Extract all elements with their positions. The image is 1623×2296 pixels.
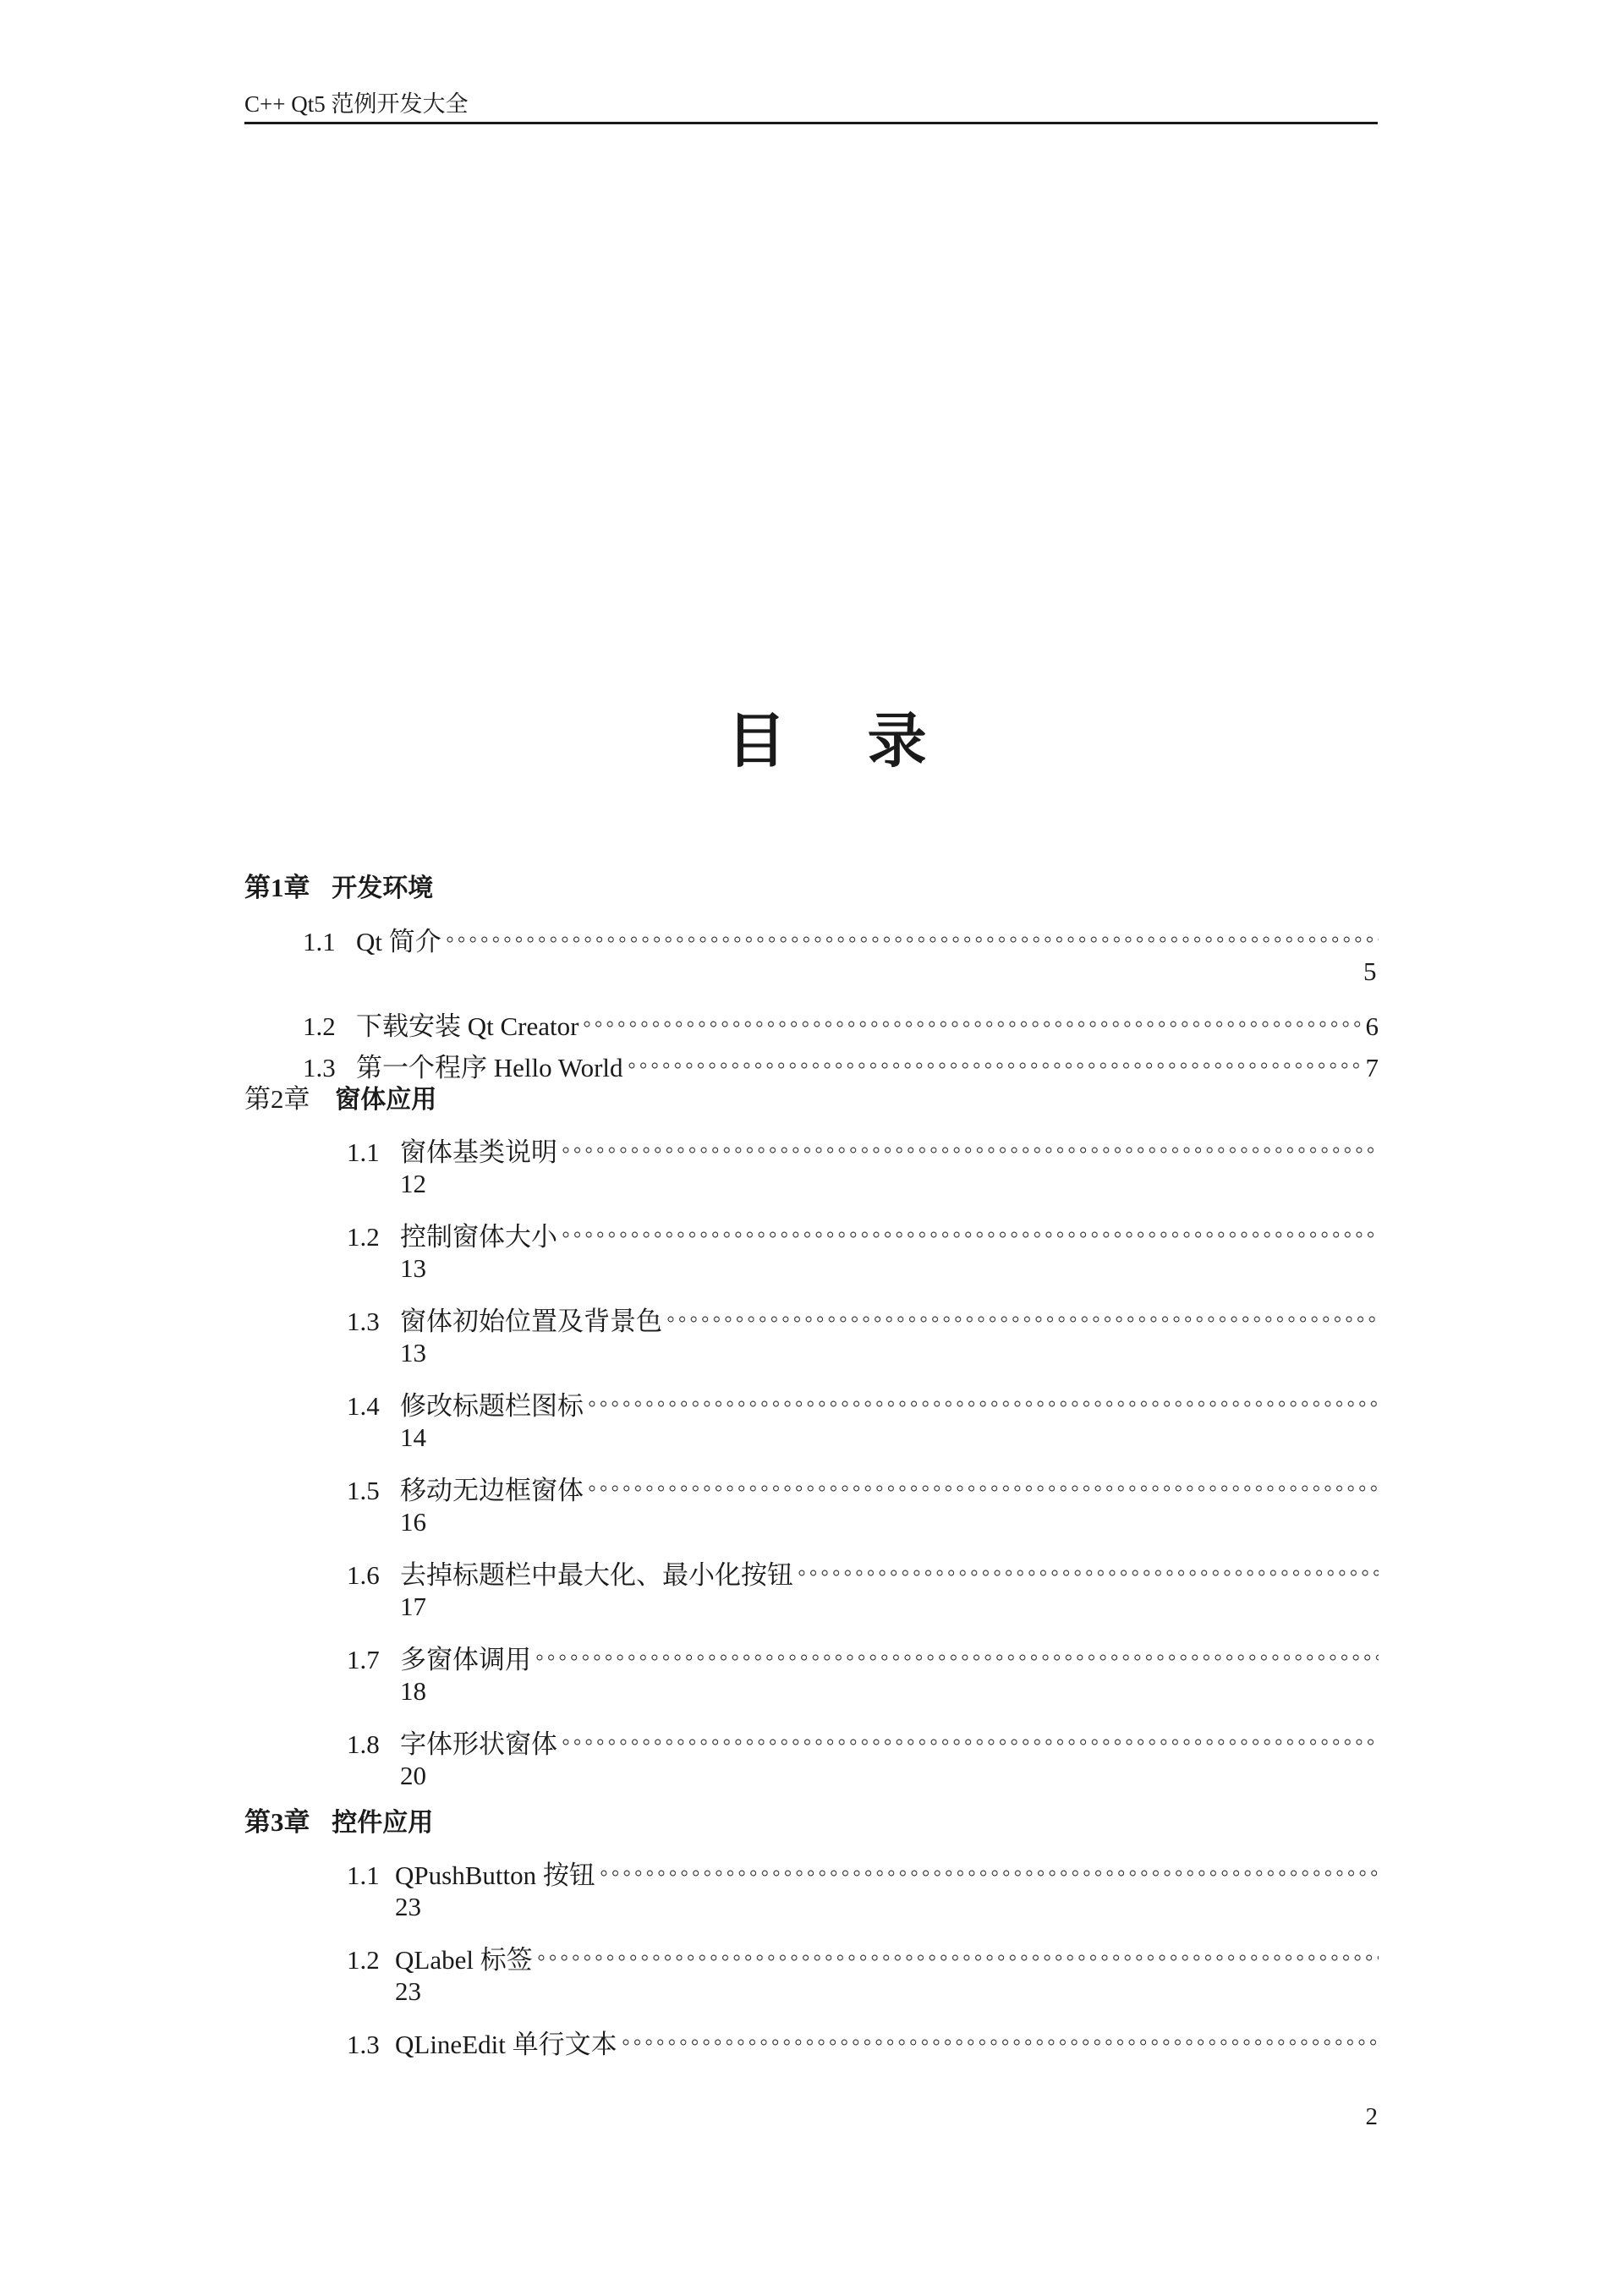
entry-title: Qt 简介: [356, 927, 441, 956]
toc-entry[interactable]: [347, 1460, 1379, 1505]
entry-number: 1.1: [347, 1137, 380, 1167]
dot-leader: [584, 1460, 1379, 1499]
entry-page: 7: [1365, 1053, 1379, 1082]
dot-leader: [578, 996, 1363, 1035]
entry-page: 17: [400, 1592, 426, 1621]
dot-leader: [557, 1714, 1379, 1753]
entry-page: 14: [400, 1422, 426, 1452]
page-number: 2: [1365, 2103, 1378, 2130]
toc-entry[interactable]: [347, 1630, 1379, 1674]
toc-entry[interactable]: [347, 1122, 1379, 1167]
entry-number: 1.2: [347, 1222, 380, 1252]
entry-number: 1.5: [347, 1476, 380, 1505]
toc-entry[interactable]: [347, 1714, 1379, 1759]
dot-leader: [617, 2014, 1379, 2053]
toc-entry[interactable]: [347, 1545, 1379, 1590]
chapter-number: 第2章: [244, 1084, 310, 1114]
entry-title: QLabel 标签: [395, 1945, 533, 1975]
entry-title: 去掉标题栏中最大化、最小化按钮: [400, 1560, 793, 1590]
dot-leader: [584, 1376, 1379, 1415]
toc-entry[interactable]: [303, 996, 1379, 1041]
entry-title: QPushButton 按钮: [395, 1860, 595, 1890]
entry-title: 下载安装 Qt Creator: [356, 1011, 579, 1041]
entry-number: 1.6: [347, 1560, 380, 1590]
entry-page: 5: [1363, 956, 1377, 986]
entry-page: 20: [400, 1761, 426, 1790]
entry-number: 1.2: [303, 1011, 336, 1041]
entry-page: 13: [400, 1253, 426, 1283]
toc-entry[interactable]: [347, 1376, 1379, 1421]
chapter-heading[interactable]: [244, 869, 433, 907]
toc-entry[interactable]: [347, 2014, 1379, 2059]
entry-number: 1.4: [347, 1391, 380, 1421]
entry-number: 1.3: [303, 1053, 336, 1082]
entry-page: 16: [400, 1507, 426, 1537]
entry-title: 字体形状窗体: [400, 1729, 557, 1759]
toc-entry[interactable]: [303, 912, 1379, 956]
entry-page: 13: [400, 1338, 426, 1367]
chapter-heading[interactable]: [244, 1080, 436, 1119]
entry-page: 12: [400, 1169, 426, 1198]
entry-number: 1.2: [347, 1945, 380, 1975]
entry-title: 移动无边框窗体: [400, 1476, 584, 1505]
chapter-number: 第3章: [244, 1807, 310, 1837]
entry-title: QLineEdit 单行文本: [395, 2030, 617, 2059]
dot-leader: [662, 1291, 1379, 1330]
dot-leader: [557, 1122, 1379, 1161]
entry-title: 修改标题栏图标: [400, 1391, 584, 1421]
entry-number: 1.7: [347, 1645, 380, 1674]
chapter-title: 开发环境: [332, 874, 434, 903]
chapter-title: 控件应用: [332, 1808, 434, 1838]
dot-leader: [793, 1545, 1379, 1584]
entry-title: 窗体初始位置及背景色: [400, 1307, 662, 1336]
toc-title: 目 录: [727, 706, 957, 775]
toc-entry[interactable]: [347, 1845, 1379, 1890]
toc-entry[interactable]: [347, 1930, 1379, 1975]
dot-leader: [441, 912, 1379, 951]
entry-page: 18: [400, 1676, 426, 1706]
entry-title: 第一个程序 Hello World: [356, 1053, 623, 1082]
entry-title: 多窗体调用: [400, 1645, 531, 1674]
toc-entry[interactable]: [347, 1291, 1379, 1336]
toc-entry[interactable]: [347, 1207, 1379, 1252]
dot-leader: [595, 1845, 1379, 1884]
dot-leader: [531, 1630, 1379, 1669]
entry-page: 23: [395, 1892, 421, 1921]
entry-number: 1.8: [347, 1729, 380, 1759]
dot-leader: [557, 1207, 1379, 1246]
entry-number: 1.3: [347, 2030, 380, 2059]
toc-entry[interactable]: [303, 1038, 1379, 1082]
entry-number: 1.1: [303, 927, 336, 956]
entry-title: 控制窗体大小: [400, 1222, 557, 1252]
entry-page: 23: [395, 1976, 421, 2006]
chapter-number: 第1章: [244, 873, 310, 902]
chapter-heading[interactable]: [244, 1803, 433, 1842]
header-title: C++ Qt5 范例开发大全: [244, 91, 469, 117]
dot-leader: [533, 1930, 1379, 1969]
entry-page: 6: [1365, 1011, 1379, 1041]
entry-title: 窗体基类说明: [400, 1137, 557, 1167]
entry-number: 1.3: [347, 1307, 380, 1336]
chapter-title: 窗体应用: [335, 1085, 437, 1115]
entry-number: 1.1: [347, 1860, 380, 1890]
dot-leader: [623, 1038, 1364, 1077]
